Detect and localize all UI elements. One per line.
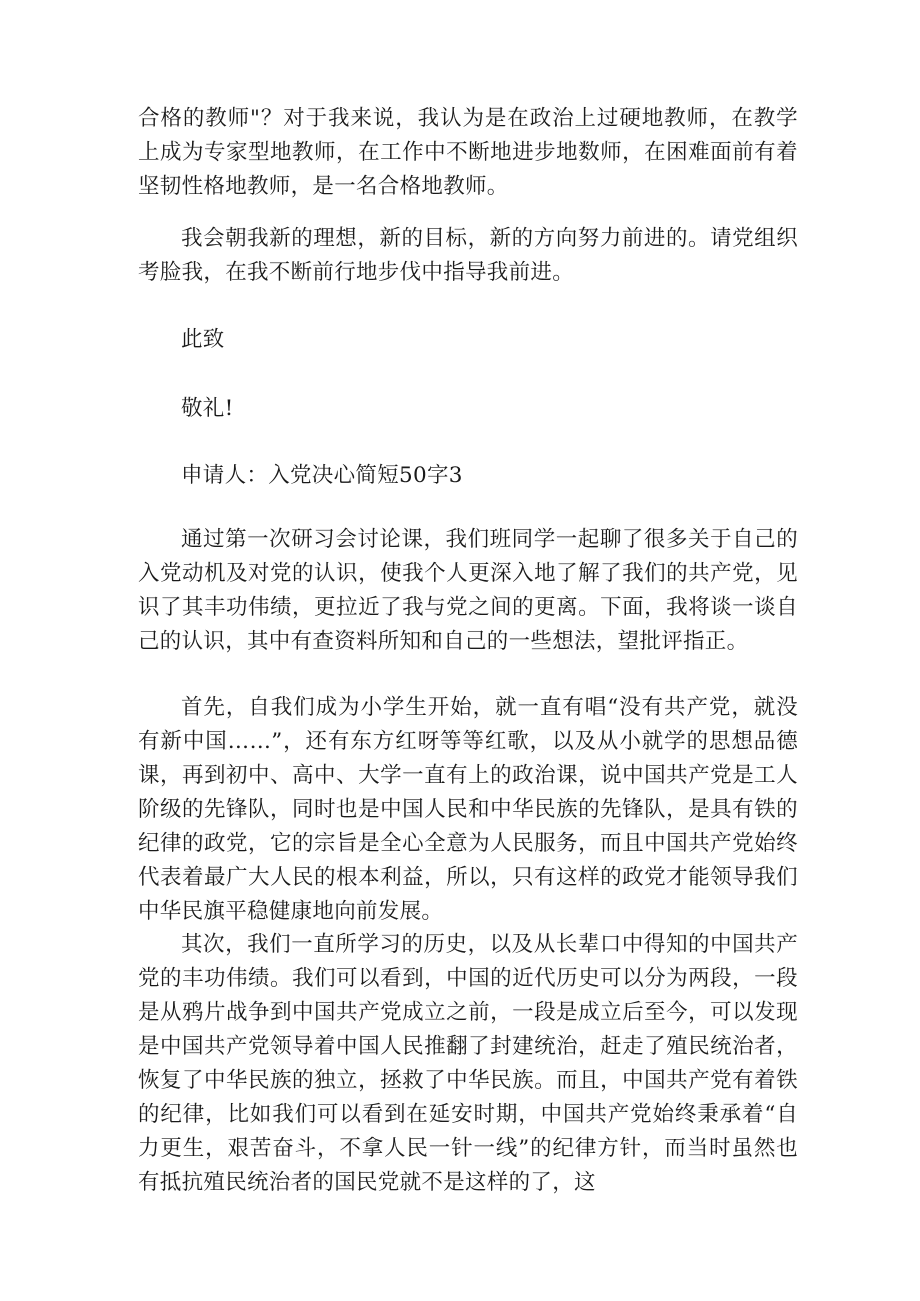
- closing-line: 此致: [181, 327, 225, 352]
- salutation-line: 敬礼!: [181, 396, 234, 421]
- applicant-line: 申请人：入党决心简短50字3: [181, 463, 463, 488]
- paragraph-qualified-teacher: 合格的教师"？对于我来说，我认为是在政治上过硬地教师，在教学上成为专家型地教师，在工作中不断地进步地数师，在困难面前有着坚韧性格地教师，是一名合格地教师。: [138, 106, 798, 199]
- paragraph-second: 其次，我们一直所学习的历史，以及从长辈口中得知的中国共产党的丰功伟绩。我们可以看到，中国的近代历史可以分为两段，一段是从鸦片战争到中国共产党成立之前，一段是成立后至今，可以发现是中国共产党领导着中国人民推翻了封建统治，赶走了殖民统治者，恢复了中华民族的独立，拯救了中华民族。而且，中国共产党有着铁的纪律，比如我们可以看到在延安时期，中国共产党始终秉承着“自力更生，艰苦奋斗，不拿人民一针一线”的纪律方针，而当时虽然也有抵抗殖民统治者的国民党就不是这样的了，这: [138, 932, 798, 1195]
- paragraph-first: 首先，自我们成为小学生开始，就一直有唱“没有共产党，就没有新中国……”，还有东方红呀等等红歌，以及从小就学的思想品德课，再到初中、高中、大学一直有上的政治课，说中国共产党是工人阶级的先锋队，同时也是中国人民和中华民族的先锋队，是具有铁的纪律的政党，它的宗旨是全心全意为人民服务，而且中国共产党始终代表着最广大人民的根本利益，所以，只有这样的政党才能领导我们中华民旗平稳健康地向前发展。: [138, 695, 798, 924]
- paragraph-seminar: 通过第一次研习会讨论课，我们班同学一起聊了很多关于自己的入党动机及对党的认识，使我个人更深入地了解了我们的共产党，见识了其丰功伟绩，更拉近了我与党之间的更离。下面，我将谈一谈自己的认识，其中有查资料所知和自己的一些想法，望批评指正。: [138, 527, 798, 654]
- paragraph-new-ideals: 我会朝我新的理想，新的目标，新的方向努力前进的。请党组织考脸我，在我不断前行地步伐中指导我前进。: [138, 226, 798, 285]
